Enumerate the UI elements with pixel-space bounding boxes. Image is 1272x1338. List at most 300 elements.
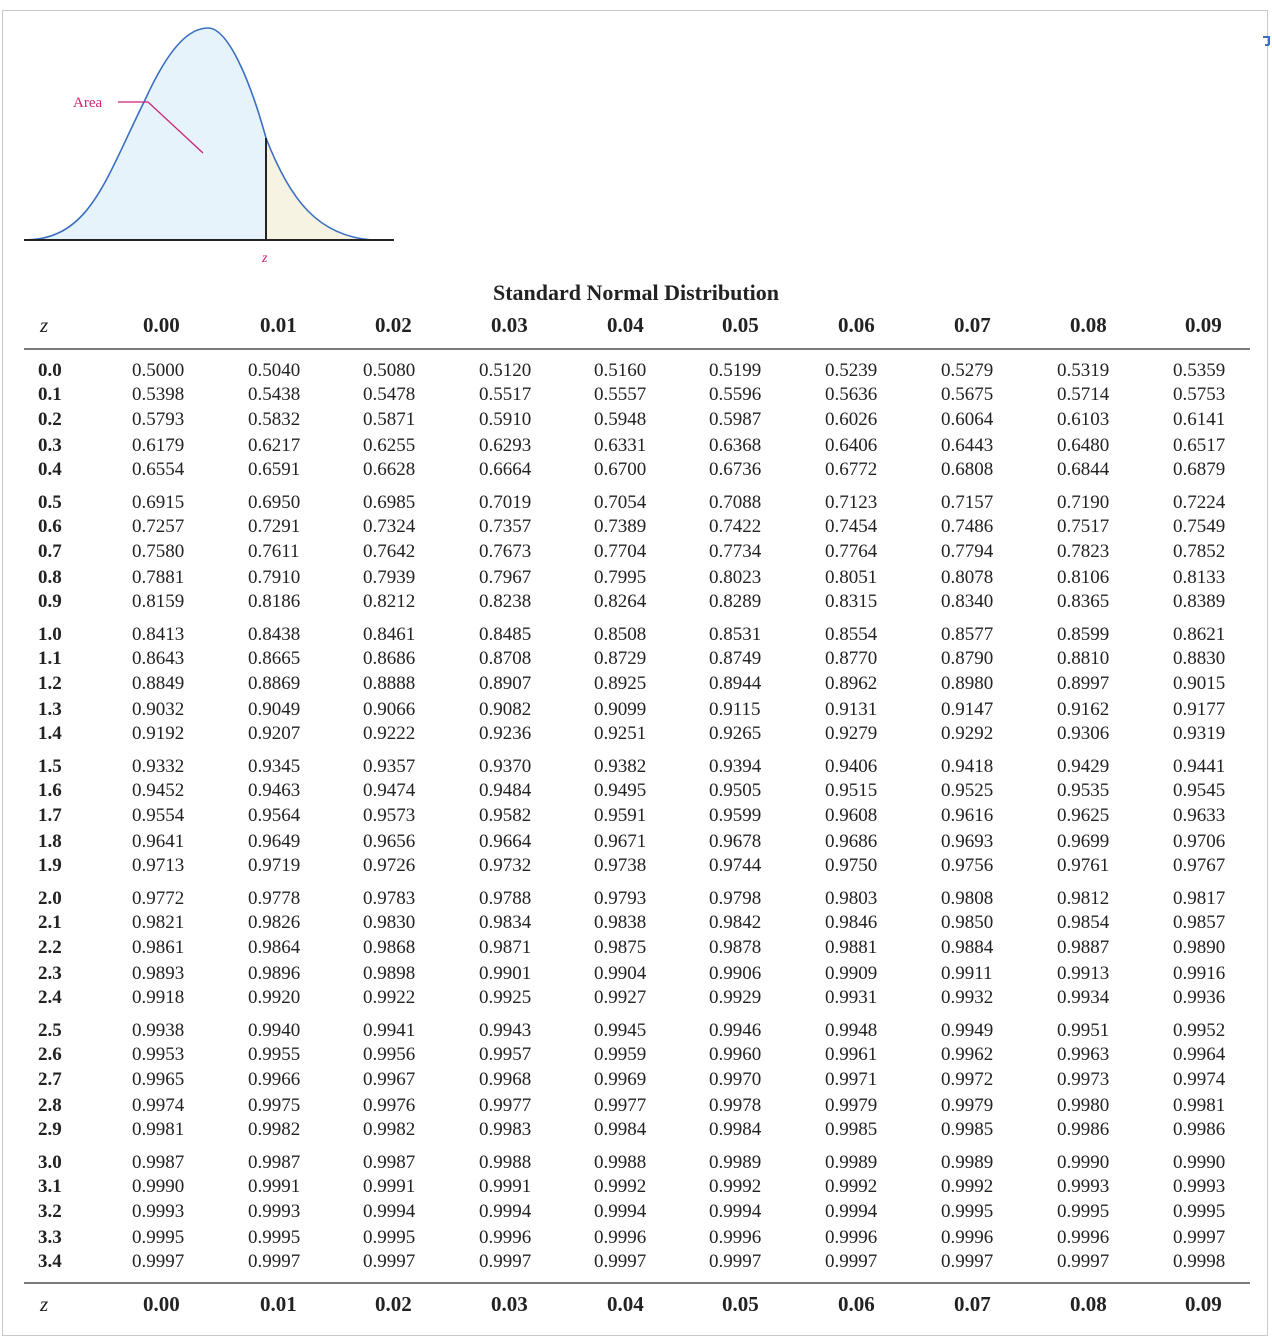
z-row-label: 2.6 [38,1044,62,1066]
table-cell: 0.9693 [941,830,994,852]
table-cell: 0.5359 [1173,360,1226,381]
table-cell: 0.9808 [941,888,994,909]
table-cell: 0.9616 [941,804,994,826]
table-cell: 0.7357 [479,516,532,538]
table-cell: 0.9940 [248,1020,301,1041]
table-cell: 0.8708 [479,648,532,670]
table-cell: 0.9946 [709,1020,762,1041]
table-cell: 0.8159 [132,591,185,613]
table-cell: 0.9986 [1057,1119,1110,1141]
table-cell: 0.8389 [1173,591,1226,613]
table-cell: 0.8810 [1057,648,1110,670]
table-cell: 0.5398 [132,384,185,406]
table-cell: 0.9968 [479,1068,532,1090]
table-cell: 0.8264 [594,591,647,613]
table-cell: 0.9382 [594,756,647,777]
corner-bracket-icon [1262,36,1270,52]
table-cell: 0.5557 [594,384,647,406]
table-cell: 0.7054 [594,492,647,513]
table-cell: 0.9966 [248,1068,301,1090]
table-cell: 0.9984 [709,1119,762,1141]
table-cell: 0.9678 [709,830,762,852]
table-cell: 0.9370 [479,756,532,777]
table-cell: 0.9997 [479,1251,532,1273]
table-cell: 0.9945 [594,1020,647,1041]
table-cell: 0.9913 [1057,962,1110,984]
z-row-label: 3.1 [38,1176,62,1198]
table-cell: 0.6480 [1057,434,1110,456]
table-cell: 0.9162 [1057,698,1110,720]
table-cell: 0.9608 [825,804,878,826]
table-cell: 0.8438 [248,624,301,645]
table-cell: 0.6331 [594,434,647,456]
table-cell: 0.9857 [1173,912,1226,934]
table-cell: 0.9952 [1173,1020,1226,1041]
table-cell: 0.9767 [1173,855,1226,877]
table-cell: 0.9772 [132,888,185,909]
table-cell: 0.6844 [1057,459,1110,481]
column-header: 0.06 [838,313,875,337]
table-cell: 0.9993 [132,1200,185,1222]
table-cell: 0.9878 [709,936,762,958]
table-cell: 0.8907 [479,672,532,694]
table-cell: 0.9192 [132,723,185,745]
table-cell: 0.9738 [594,855,647,877]
table-cell: 0.9599 [709,804,762,826]
table-cell: 0.5948 [594,408,647,430]
table-cell: 0.9997 [132,1251,185,1273]
table-cell: 0.9925 [479,987,532,1009]
table-cell: 0.7088 [709,492,762,513]
table-cell: 0.5910 [479,408,532,430]
table-cell: 0.7190 [1057,492,1110,513]
table-cell: 0.8461 [363,624,416,645]
table-cell: 0.7580 [132,540,185,562]
table-cell: 0.9979 [941,1094,994,1116]
table-cell: 0.9982 [248,1119,301,1141]
table-cell: 0.7422 [709,516,762,538]
table-cell: 0.7939 [363,566,416,588]
table-cell: 0.5040 [248,360,301,381]
table-cell: 0.7324 [363,516,416,538]
table-cell: 0.9997 [825,1251,878,1273]
table-cell: 0.9474 [363,780,416,802]
table-cell: 0.9641 [132,830,185,852]
table-cell: 0.6554 [132,459,185,481]
table-cell: 0.9967 [363,1068,416,1090]
table-cell: 0.9515 [825,780,878,802]
table-cell: 0.7794 [941,540,994,562]
table-cell: 0.6950 [248,492,301,513]
table-cell: 0.9750 [825,855,878,877]
column-header: 0.03 [491,313,528,337]
table-cell: 0.9345 [248,756,301,777]
column-header: 0.07 [954,1292,991,1316]
column-header: 0.04 [607,1292,644,1316]
table-cell: 0.9981 [1173,1094,1226,1116]
table-cell: 0.9938 [132,1020,185,1041]
table-cell: 0.5596 [709,384,762,406]
table-cell: 0.9989 [941,1152,994,1173]
table-cell: 0.9948 [825,1020,878,1041]
table-cell: 0.9998 [1173,1251,1226,1273]
z-row-label: 0.1 [38,384,62,406]
table-cell: 0.9505 [709,780,762,802]
table-cell: 0.9545 [1173,780,1226,802]
table-cell: 0.9793 [594,888,647,909]
z-row-label: 2.9 [38,1119,62,1141]
table-cell: 0.6293 [479,434,532,456]
table-cell: 0.7823 [1057,540,1110,562]
table-cell: 0.9996 [941,1226,994,1248]
table-cell: 0.9625 [1057,804,1110,826]
table-cell: 0.9995 [248,1226,301,1248]
table-cell: 0.7257 [132,516,185,538]
table-cell: 0.5120 [479,360,532,381]
table-cell: 0.5239 [825,360,878,381]
table-cell: 0.8238 [479,591,532,613]
table-cell: 0.9961 [825,1044,878,1066]
table-cell: 0.9929 [709,987,762,1009]
table-cell: 0.8980 [941,672,994,694]
table-cell: 0.9177 [1173,698,1226,720]
table-cell: 0.9964 [1173,1044,1226,1066]
table-cell: 0.6591 [248,459,301,481]
z-row-label: 0.7 [38,540,62,562]
table-cell: 0.9997 [941,1251,994,1273]
table-cell: 0.9995 [363,1226,416,1248]
table-cell: 0.9989 [709,1152,762,1173]
table-cell: 0.9821 [132,912,185,934]
table-cell: 0.9207 [248,723,301,745]
table-cell: 0.6517 [1173,434,1226,456]
column-header: 0.01 [260,1292,297,1316]
table-cell: 0.5832 [248,408,301,430]
table-cell: 0.9131 [825,698,878,720]
table-cell: 0.8413 [132,624,185,645]
table-cell: 0.9996 [709,1226,762,1248]
table-cell: 0.9554 [132,804,185,826]
z-row-label: 3.3 [38,1226,62,1248]
table-cell: 0.9671 [594,830,647,852]
table-cell: 0.9861 [132,936,185,958]
table-cell: 0.9756 [941,855,994,877]
header-row-top [0,313,1272,339]
table-cell: 0.7881 [132,566,185,588]
table-cell: 0.9319 [1173,723,1226,745]
table-cell: 0.9997 [709,1251,762,1273]
table-cell: 0.5080 [363,360,416,381]
table-cell: 0.9916 [1173,962,1226,984]
table-cell: 0.9664 [479,830,532,852]
table-cell: 0.9971 [825,1068,878,1090]
table-cell: 0.6368 [709,434,762,456]
table-cell: 0.8485 [479,624,532,645]
table-cell: 0.9846 [825,912,878,934]
table-cell: 0.5279 [941,360,994,381]
table-cell: 0.9927 [594,987,647,1009]
table-cell: 0.9990 [1173,1152,1226,1173]
z-row-label: 1.8 [38,830,62,852]
z-row-label: 1.3 [38,698,62,720]
tail-area [266,138,372,240]
table-cell: 0.9974 [132,1094,185,1116]
table-cell: 0.9332 [132,756,185,777]
table-cell: 0.7549 [1173,516,1226,538]
table-cell: 0.9949 [941,1020,994,1041]
table-cell: 0.9972 [941,1068,994,1090]
table-cell: 0.9115 [709,698,761,720]
table-cell: 0.9830 [363,912,416,934]
z-row-label: 1.0 [38,624,62,645]
table-cell: 0.9082 [479,698,532,720]
table-cell: 0.9719 [248,855,301,877]
table-cell: 0.6879 [1173,459,1226,481]
column-header: 0.03 [491,1292,528,1316]
table-cell: 0.9955 [248,1044,301,1066]
table-cell: 0.9265 [709,723,762,745]
column-header: 0.00 [143,313,180,337]
table-cell: 0.9803 [825,888,878,909]
table-cell: 0.5753 [1173,384,1226,406]
table-cell: 0.8869 [248,672,301,694]
table-cell: 0.9732 [479,855,532,877]
table-cell: 0.9956 [363,1044,416,1066]
table-cell: 0.9994 [363,1200,416,1222]
footer-rule [24,1282,1250,1284]
table-cell: 0.9778 [248,888,301,909]
table-cell: 0.9976 [363,1094,416,1116]
table-cell: 0.9812 [1057,888,1110,909]
table-cell: 0.8665 [248,648,301,670]
table-cell: 0.9854 [1057,912,1110,934]
table-cell: 0.6736 [709,459,762,481]
z-row-label: 1.1 [38,648,62,670]
table-cell: 0.9987 [363,1152,416,1173]
table-cell: 0.5675 [941,384,994,406]
table-cell: 0.9959 [594,1044,647,1066]
z-row-label: 0.6 [38,516,62,538]
table-cell: 0.7389 [594,516,647,538]
table-cell: 0.9864 [248,936,301,958]
table-title: Standard Normal Distribution [492,280,780,305]
table-cell: 0.9997 [1173,1226,1226,1248]
table-cell: 0.9943 [479,1020,532,1041]
table-cell: 0.9798 [709,888,762,909]
table-cell: 0.6217 [248,434,301,456]
table-cell: 0.9099 [594,698,647,720]
table-cell: 0.9881 [825,936,878,958]
table-cell: 0.9906 [709,962,762,984]
table-cell: 0.9991 [479,1176,532,1198]
table-cell: 0.9996 [825,1226,878,1248]
table-cell: 0.9875 [594,936,647,958]
table-cell: 0.8944 [709,672,762,694]
table-cell: 0.9986 [1173,1119,1226,1141]
column-header: 0.05 [722,313,759,337]
table-cell: 0.9920 [248,987,301,1009]
table-cell: 0.9934 [1057,987,1110,1009]
table-cell: 0.6915 [132,492,185,513]
table-cell: 0.8749 [709,648,762,670]
table-cell: 0.9251 [594,723,647,745]
table-cell: 0.9429 [1057,756,1110,777]
table-cell: 0.9850 [941,912,994,934]
normal-curve-figure [20,20,410,275]
table-cell: 0.5517 [479,384,532,406]
table-cell: 0.9996 [479,1226,532,1248]
table-cell: 0.9279 [825,723,878,745]
table-cell: 0.9993 [248,1200,301,1222]
table-cell: 0.8621 [1173,624,1226,645]
z-row-label: 2.4 [38,987,62,1009]
table-cell: 0.6808 [941,459,994,481]
table-cell: 0.5319 [1057,360,1110,381]
table-cell: 0.9980 [1057,1094,1110,1116]
table-cell: 0.7123 [825,492,878,513]
table-cell: 0.9817 [1173,888,1226,909]
table-cell: 0.9983 [479,1119,532,1141]
table-cell: 0.9997 [1057,1251,1110,1273]
z-row-label: 1.6 [38,780,62,802]
table-cell: 0.9987 [248,1152,301,1173]
table-cell: 0.9890 [1173,936,1226,958]
table-cell: 0.9985 [941,1119,994,1141]
table-cell: 0.9963 [1057,1044,1110,1066]
table-cell: 0.9633 [1173,804,1226,826]
table-cell: 0.8340 [941,591,994,613]
table-cell: 0.7611 [248,540,300,562]
table-cell: 0.9394 [709,756,762,777]
table-cell: 0.9015 [1173,672,1226,694]
table-cell: 0.9991 [248,1176,301,1198]
column-header: 0.02 [375,1292,412,1316]
table-cell: 0.9032 [132,698,185,720]
table-cell: 0.9911 [941,962,993,984]
table-cell: 0.9418 [941,756,994,777]
table-cell: 0.9996 [1057,1226,1110,1248]
table-cell: 0.5636 [825,384,878,406]
table-cell: 0.9901 [479,962,532,984]
table-cell: 0.9993 [1173,1176,1226,1198]
table-cell: 0.6103 [1057,408,1110,430]
table-cell: 0.9974 [1173,1068,1226,1090]
table-cell: 0.9904 [594,962,647,984]
z-axis-label: z [262,251,268,266]
table-cell: 0.9984 [594,1119,647,1141]
z-row-label: 0.2 [38,408,62,430]
table-cell: 0.6628 [363,459,416,481]
table-cell: 0.9582 [479,804,532,826]
table-cell: 0.9995 [132,1226,185,1248]
table-cell: 0.9147 [941,698,994,720]
table-cell: 0.9979 [825,1094,878,1116]
table-cell: 0.9993 [1057,1176,1110,1198]
column-header: 0.07 [954,313,991,337]
table-cell: 0.9951 [1057,1020,1110,1041]
table-cell: 0.9973 [1057,1068,1110,1090]
table-cell: 0.9965 [132,1068,185,1090]
table-cell: 0.9066 [363,698,416,720]
column-header: 0.08 [1070,1292,1107,1316]
z-header: z [40,1292,49,1316]
table-cell: 0.6179 [132,434,185,456]
table-cell: 0.9726 [363,855,416,877]
table-cell: 0.9985 [825,1119,878,1141]
table-cell: 0.6700 [594,459,647,481]
table-cell: 0.9992 [594,1176,647,1198]
table-cell: 0.8643 [132,648,185,670]
table-cell: 0.9871 [479,936,532,958]
table-cell: 0.7734 [709,540,762,562]
table-cell: 0.9761 [1057,855,1110,877]
z-row-label: 2.3 [38,962,62,984]
table-cell: 0.9591 [594,804,647,826]
table-cell: 0.9649 [248,830,301,852]
z-row-label: 0.0 [38,360,62,381]
table-cell: 0.8830 [1173,648,1226,670]
table-cell: 0.9989 [825,1152,878,1173]
table-cell: 0.6141 [1173,408,1226,430]
table-cell: 0.9953 [132,1044,185,1066]
table-cell: 0.8554 [825,624,878,645]
table-cell: 0.9931 [825,987,878,1009]
table-cell: 0.9049 [248,698,301,720]
table-cell: 0.9995 [1057,1200,1110,1222]
table-cell: 0.9995 [1173,1200,1226,1222]
table-cell: 0.8888 [363,672,416,694]
table-cell: 0.9357 [363,756,416,777]
table-cell: 0.9484 [479,780,532,802]
table-cell: 0.9994 [479,1200,532,1222]
z-row-label: 2.7 [38,1068,62,1090]
table-cell: 0.8962 [825,672,878,694]
table-cell: 0.8078 [941,566,994,588]
table-cell: 0.9838 [594,912,647,934]
table-cell: 0.9992 [709,1176,762,1198]
table-cell: 0.8849 [132,672,185,694]
table-cell: 0.9868 [363,936,416,958]
table-cell: 0.9744 [709,855,762,877]
table-cell: 0.5000 [132,360,185,381]
table-cell: 0.9975 [248,1094,301,1116]
table-cell: 0.8365 [1057,591,1110,613]
z-row-label: 3.2 [38,1200,62,1222]
table-cell: 0.9936 [1173,987,1226,1009]
table-cell: 0.6406 [825,434,878,456]
table-cell: 0.5478 [363,384,416,406]
table-cell: 0.8212 [363,591,416,613]
table-cell: 0.9941 [363,1020,416,1041]
table-cell: 0.7454 [825,516,878,538]
table-cell: 0.6985 [363,492,416,513]
table-cell: 0.9997 [248,1251,301,1273]
table-cell: 0.9994 [594,1200,647,1222]
table-cell: 0.6255 [363,434,416,456]
table-cell: 0.8186 [248,591,301,613]
table-cell: 0.9995 [941,1200,994,1222]
table-cell: 0.9573 [363,804,416,826]
table-cell: 0.6064 [941,408,994,430]
table-cell: 0.8729 [594,648,647,670]
column-header: 0.08 [1070,313,1107,337]
table-cell: 0.8997 [1057,672,1110,694]
table-cell: 0.9463 [248,780,301,802]
table-cell: 0.7486 [941,516,994,538]
table-cell: 0.7852 [1173,540,1226,562]
column-header: 0.09 [1185,1292,1222,1316]
table-cell: 0.8686 [363,648,416,670]
